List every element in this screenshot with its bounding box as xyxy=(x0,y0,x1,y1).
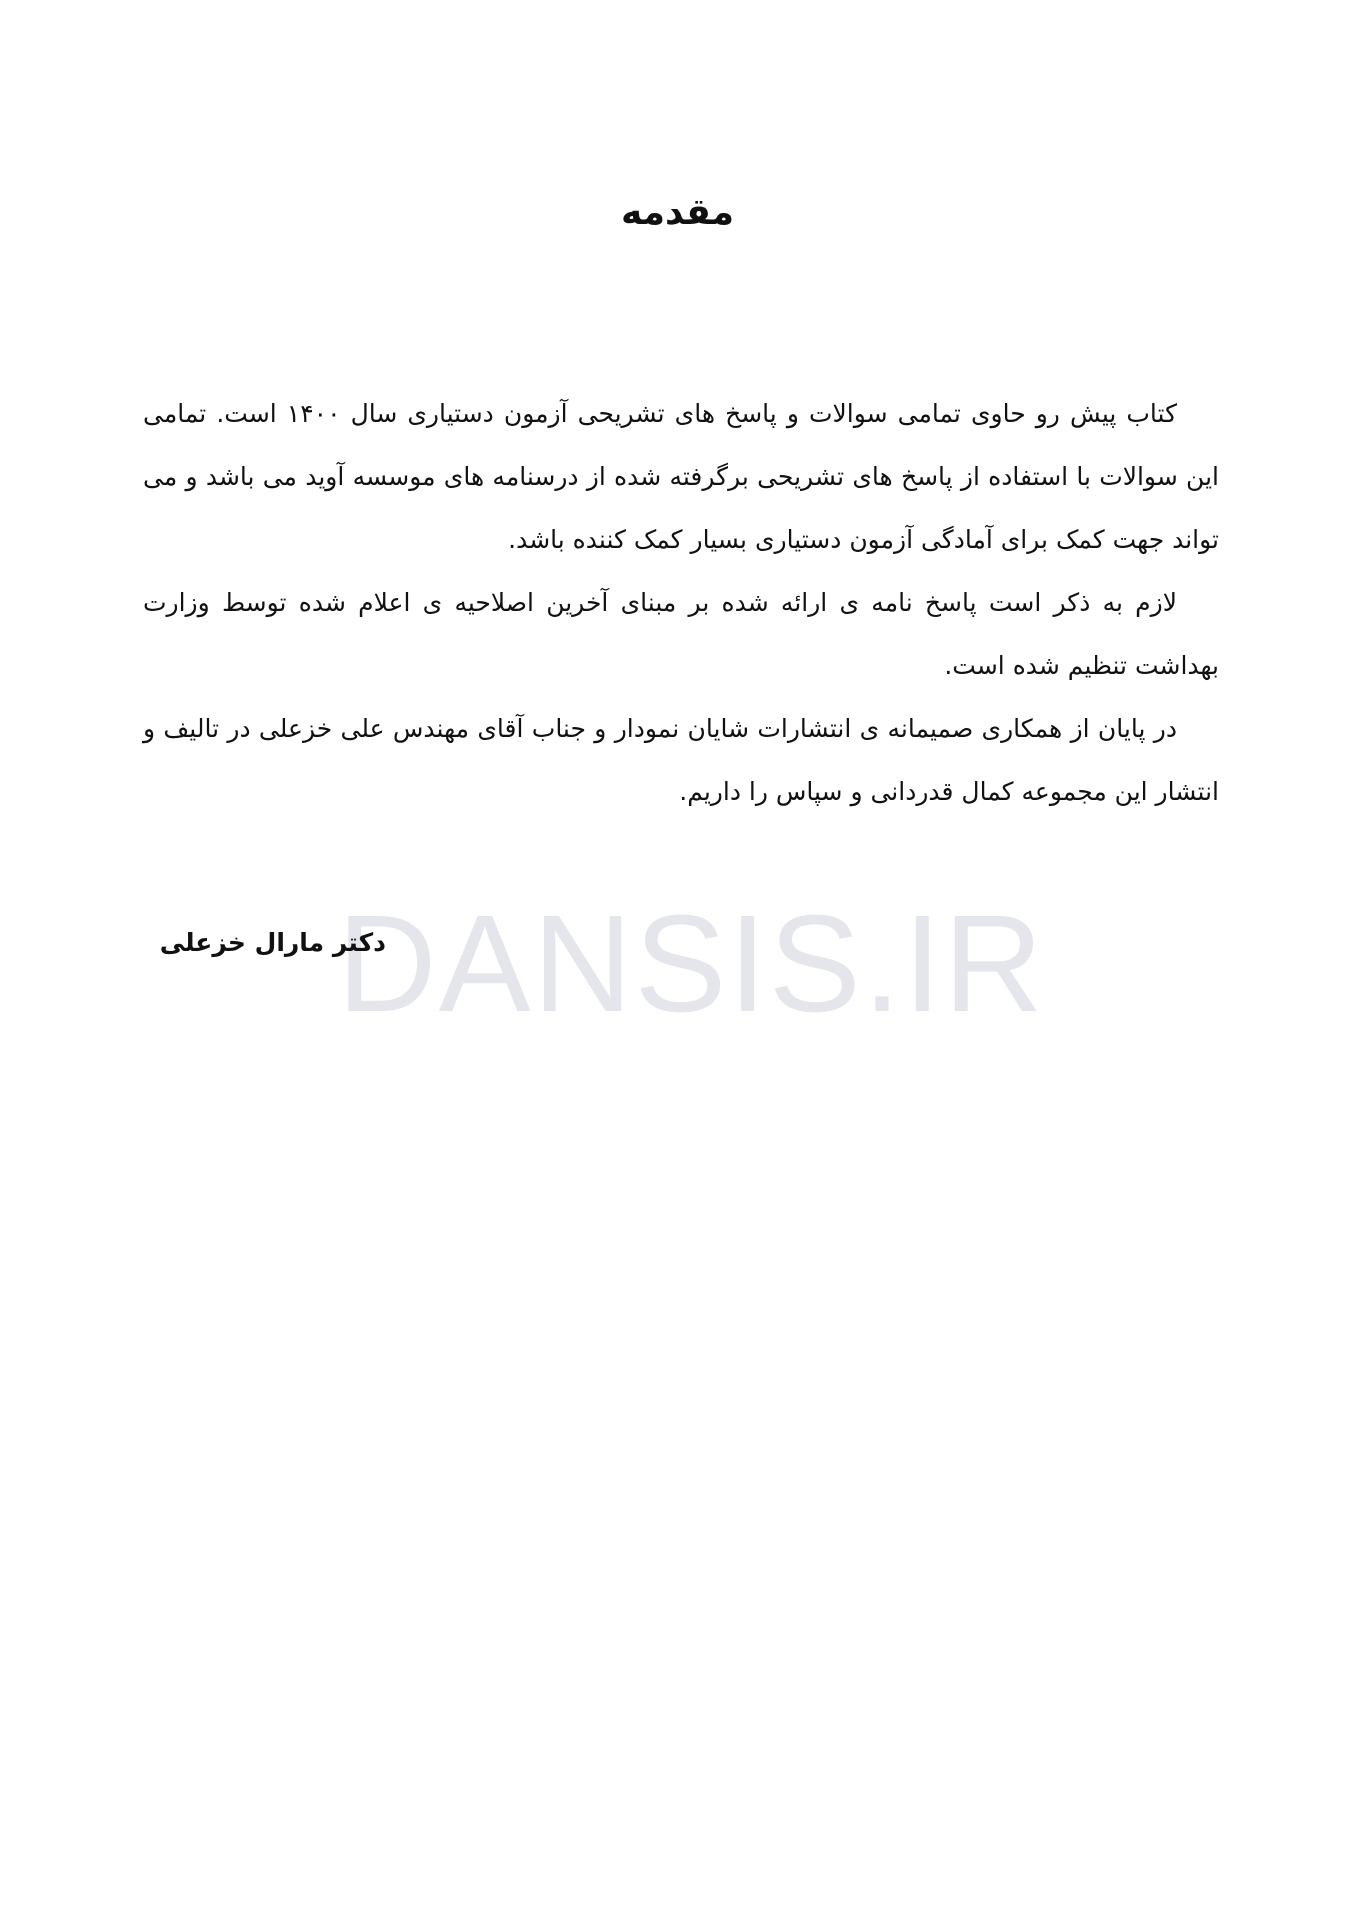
page-title: مقدمه xyxy=(620,192,735,233)
body-text xyxy=(143,382,1219,823)
watermark: DANSIS.IR xyxy=(337,887,1046,1041)
paragraph-intro: کتاب پیش رو حاوی تمامی سوالات و پاسخ های تشریحی آزمون دستیاری سال ۱۴۰۰ است. تمامی این سوالات با استفاده از پاسخ های تشریحی برگرفته شده از درسنامه های موسسه آوید می باشد و می تواند جهت کمک برای آمادگی آزمون دستیاری بسیار کمک کننده باشد. xyxy=(143,399,1219,554)
paragraph-answer-key-note: لازم به ذکر است پاسخ نامه ی ارائه شده بر مبنای آخرین اصلاحیه ی اعلام شده توسط وزارت بهداشت تنظیم شده است. xyxy=(143,588,1219,680)
paragraph-acknowledgement: در پایان از همکاری صمیمانه ی انتشارات شایان نمودار و جناب آقای مهندس علی خزعلی در تالیف و انتشار این مجموعه کمال قدردانی و سپاس را داریم. xyxy=(143,714,1219,806)
author-signature: دکتر مارال خزعلی xyxy=(159,928,386,957)
